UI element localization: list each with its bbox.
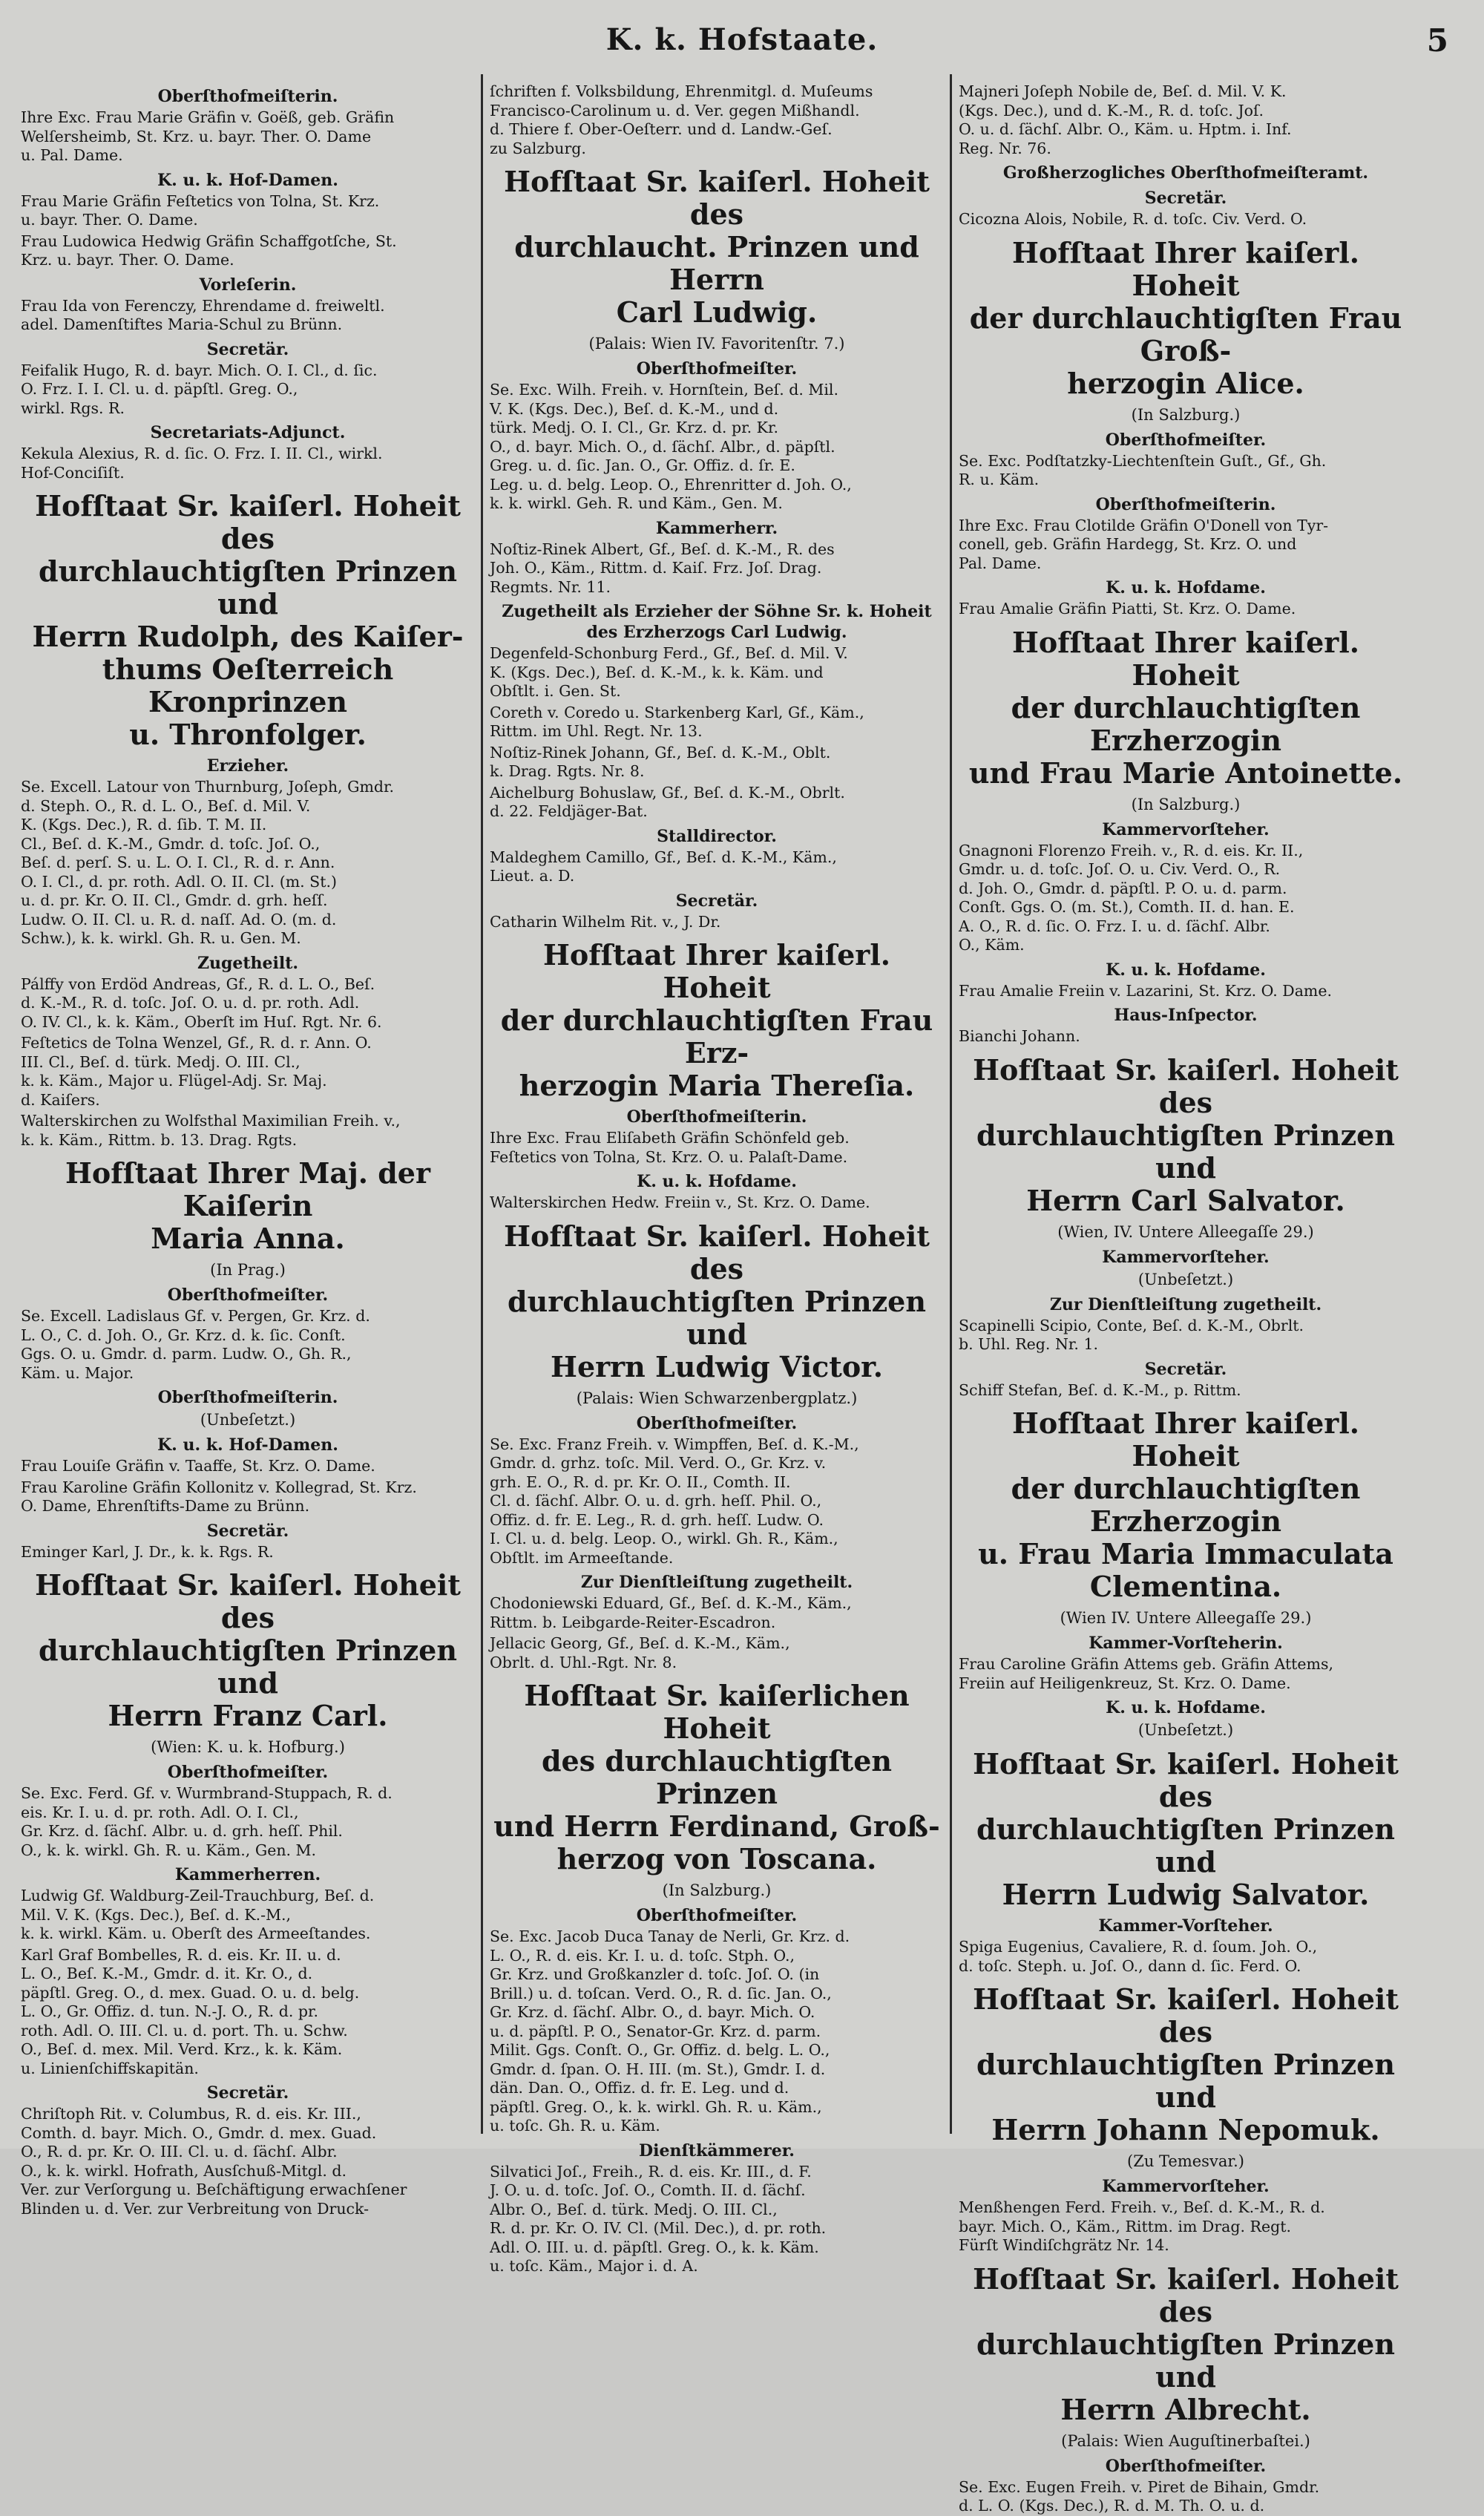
roster-entry: Scapinelli Scipio, Conte, Beſ. d. K.-M., Obrlt. b. Uhl. Reg. Nr. 1. [959,1316,1304,1353]
roster-entry: Se. Exc. Wilh. Freih. v. Hornſtein, Beſ. d. Mil. V. K. (Kgs. Dec.), Beſ. d. K.-M., und d. türk. Medj. O. I. Cl., Gr. Krz. d. pr. Kr. O., d. bayr. Mich. O., d. ſächſ. Albr., d. päpſtl. Greg. u. d. ſic. Jan. O., Gr. Offiz. d. ſr. E. Leg. u. d. belg. Leop. O., Ehrenritter d. Joh. O., k. k. wirkl. Geh. R. und Käm., Gen. M. [490,381,852,512]
roster-entry: Cicozna Alois, Nobile, R. d. toſc. Civ. Verd. O. [959,210,1307,228]
section-title: K. u. k. Hof-Damen. [157,1435,338,1455]
text-column-2 [490,82,944,2275]
roster-entry: Frau Amalie Gräfin Piatti, St. Krz. O. Dame. [959,600,1296,617]
column-divider [481,74,483,2134]
roster-entry: Karl Graf Bombelles, R. d. eis. Kr. II. u. d. L. O., Beſ. K.-M., Gmdr. d. it. Kr. O., d. päpſtl. Greg. O., d. mex. Guad. O. u. d. belg. L. O., Gr. Offiz. d. tun. N.-J. O., R. d. pr. roth. Adl. O. III. Cl. u. d. port. Th. u. Schw. O., Beſ. d. mex. Mil. Verd. Krz., k. k. Käm. u. Linienſchiffskapitän. [21,1945,360,2077]
section-title: K. u. k. Hofdame. [637,1172,797,1191]
household-heading: Hofſtaat Sr. kaiſerlichen Hoheit des durchlauchtigſten Prinzen und Herrn Ferdinand, Groß- herzog von Toscana. [493,1679,940,1875]
roster-entry: Noſtiz-Rinek Albert, Gf., Beſ. d. K.-M., R. des Joh. O., Käm., Rittm. d. Kaiſ. Frz. Joſ. Drag. Regmts. Nr. 11. [490,540,835,596]
roster-entry: Frau Karoline Gräfin Kollonitz v. Kollegrad, St. Krz. O. Dame, Ehrenſtifts-Dame zu Brünn. [21,1478,417,1515]
running-title: K. k. Hofstaate. [605,22,879,57]
roster-entry: Se. Excell. Ladislaus Gf. v. Pergen, Gr. Krz. d. L. O., C. d. Joh. O., Gr. Krz. d. k. ſic. Conſt. Ggs. O. u. Gmdr. d. parm. Ludw. O., Gh. R., Käm. u. Major. [21,1307,370,1382]
location-note: (Wien, IV. Untere Alleegaſſe 29.) [1057,1222,1314,1241]
section-title: Oberſthofmeiſter. [167,1763,329,1782]
roster-entry: Bianchi Johann. [959,1027,1080,1045]
roster-entry: Ihre Exc. Frau Marie Gräfin v. Goëß, geb. Gräfin Welſersheimb, St. Krz. u. bayr. Ther. O. Dame u. Pal. Dame. [21,108,395,164]
roster-entry: Se. Exc. Eugen Freih. v. Piret de Bihain, Gmdr. d. L. O. (Kgs. Dec.), R. d. M. Th. O. u. d. [959,2477,1320,2515]
section-title: Oberſthofmeiſter. [636,359,798,379]
section-title: Oberſthofmeiſter. [1105,430,1267,450]
section-title: Oberſthofmeiſterin. [157,1388,338,1407]
location-note: (Unbeſetzt.) [1137,1721,1234,1739]
roster-entry: Se. Exc. Franz Freih. v. Wimpffen, Beſ. d. K.-M., Gmdr. d. grhz. toſc. Mil. Verd. O., Gr. Krz. v. grh. E. O., R. d. pr. Kr. O. II., Comth. II. Cl. d. ſächſ. Albr. O. u. d. grh. heſſ. Phil. O., Offiz. d. fr. E. Leg., R. d. grh. heſſ. Ludw. O. I. Cl. u. d. belg. Leop. O., wirkl. Gh. R., Käm., Obſtlt. im Armeeſtande. [490,1435,859,1567]
roster-entry: Coreth v. Coredo u. Starkenberg Karl, Gf., Käm., Rittm. im Uhl. Regt. Nr. 13. [490,703,864,740]
roster-entry: Spiga Eugenius, Cavaliere, R. d. ſoum. Joh. O., d. toſc. Steph. u. Joſ. O., dann d. ſic. Ferd. O. [959,1938,1318,1975]
household-heading: Hofſtaat Sr. kaiſerl. Hoheit des durchlauchtigſten Prinzen und Herrn Ludwig Salvator. [973,1747,1399,1911]
location-note: (Palais: Wien Auguſtinerbaſtei.) [1061,2431,1310,2450]
location-note: (Palais: Wien Schwarzenbergplatz.) [576,1389,858,1407]
roster-entry: Kekula Alexius, R. d. ſic. O. Frz. I. II. Cl., wirkl. Hof-Conciſiſt. [21,445,383,482]
location-note: (Zu Temesvar.) [1127,2152,1244,2170]
roster-entry: Catharin Wilhelm Rit. v., J. Dr. [490,912,721,931]
roster-entry: Walterskirchen zu Wolfsthal Maximilian Freih. v., k. k. Käm., Rittm. b. 13. Drag. Rgts. [21,1112,401,1149]
section-title: Secretär. [675,891,758,911]
section-title: Secretär. [206,1521,289,1541]
page-header [0,22,1484,61]
section-title: Zur Dienſtleiſtung zugetheilt. [580,1573,853,1592]
section-title: Kammer-Vorſteher. [1098,1916,1273,1936]
roster-entry: Ludwig Gf. Waldburg-Zeil-Trauchburg, Beſ. d. Mil. V. K. (Kgs. Dec.), Beſ. d. K.-M., k. k. wirkl. Käm. u. Oberſt des Armeeſtandes. [21,1887,375,1942]
section-title: Oberſthofmeiſter. [167,1285,329,1305]
household-heading: Hofſtaat Sr. kaiſerl. Hoheit des durchlauchtigſten Prinzen und Herrn Franz Carl. [35,1568,461,1732]
section-title: Secretär. [1144,189,1227,208]
household-heading: Hofſtaat Ihrer Maj. der Kaiſerin Maria Anna. [65,1156,431,1255]
page-number: 5 [1426,22,1448,59]
roster-entry: Se. Exc. Podſtatzky-Liechtenſtein Guſt., Gf., Gh. R. u. Käm. [959,451,1327,488]
household-heading: Hofſtaat Sr. kaiſerl. Hoheit des durchlauchtigſten Prinzen und Herrn Rudolph, des Kaiſer- thums Oeſterreich Kronprinzen u. Thronfolger. [32,489,464,751]
section-title: Dienſtkämmerer. [639,2140,795,2160]
roster-entry: Degenfeld-Schonburg Ferd., Gf., Beſ. d. Mil. V. K. (Kgs. Dec.), Beſ. d. K.-M., k. k. Käm. und Obſtlt. i. Gen. St. [490,644,848,700]
section-title: K. u. k. Hofdame. [1106,960,1266,980]
roster-entry: Eminger Karl, J. Dr., k. k. Rgs. R. [21,1542,274,1561]
section-title: Kammerherr. [655,518,778,538]
column-divider [950,74,952,2134]
section-title: Erzieher. [206,756,289,776]
section-title: Secretariats-Adjunct. [150,423,346,442]
roster-entry: Se. Exc. Ferd. Gf. v. Wurmbrand-Stuppach, R. d. eis. Kr. I. u. d. pr. roth. Adl. O. I. Cl., Gr. Krz. d. ſächſ. Albr. u. d. grh. heſſ. Phil. O., k. k. wirkl. Gh. R. u. Käm., Gen. M. [21,1784,393,1859]
location-note: (In Salzburg.) [1131,405,1241,424]
roster-entry: ſchriften f. Volksbildung, Ehrenmitgl. d. Muſeums Francisco-Carolinum u. d. Ver. gegen Mißhandl. d. Thiere f. Ober-Oeſterr. und d. Landw.-Geſ. zu Salzburg. [490,82,873,157]
roster-entry: Aichelburg Bohuslaw, Gf., Beſ. d. K.-M., Obrlt. d. 22. Feldjäger-Bat. [490,783,845,820]
section-title: Kammervorſteher. [1102,819,1270,839]
roster-entry: Majneri Joſeph Nobile de, Beſ. d. Mil. V. K. (Kgs. Dec.), und d. K.-M., R. d. toſc. Joſ. O. u. d. ſächſ. Albr. O., Käm. u. Hptm. i. Inf. Reg. Nr. 76. [959,82,1292,157]
roster-entry: Walterskirchen Hedw. Freiin v., St. Krz. O. Dame. [490,1193,870,1211]
roster-entry: Frau Amalie Freiin v. Lazarini, St. Krz. O. Dame. [959,981,1333,1000]
text-column-1 [21,82,475,2218]
roster-entry: Maldeghem Camillo, Gf., Beſ. d. K.-M., Käm., Lieut. a. D. [490,848,837,885]
section-title: K. u. k. Hofdame. [1106,578,1266,597]
section-title: Secretär. [206,339,289,359]
roster-entry: Frau Louiſe Gräfin v. Taaffe, St. Krz. O. Dame. [21,1457,375,1475]
section-title: Großherzogliches Oberſthofmeiſteramt. [1002,163,1369,183]
roster-entry: Schiff Stefan, Beſ. d. K.-M., p. Rittm. [959,1380,1241,1399]
section-title: Kammervorſteher. [1102,1247,1270,1267]
section-title: Oberſthofmeiſterin. [157,87,338,106]
roster-entry: Chriſtoph Rit. v. Columbus, R. d. eis. Kr. III., Comth. d. bayr. Mich. O., Gmdr. d. mex. Guad. O., R. d. pr. Kr. O. III. Cl. u. d. ſächſ. Albr. O., k. k. wirkl. Hofrath, Ausſchuß-Mitgl. d. Ver. zur Verſorgung u. Beſchäftigung erwachſener Blinden u. d. Ver. zur Verbreitung von Druck- [21,2105,407,2218]
location-note: (In Prag.) [210,1261,286,1279]
location-note: (Unbeſetzt.) [200,1411,296,1429]
roster-entry: Se. Excell. Latour von Thurnburg, Joſeph, Gmdr. d. Steph. O., R. d. L. O., Beſ. d. Mil. V. K. (Kgs. Dec.), R. d. ſib. T. M. II. Cl., Beſ. d. K.-M., Gmdr. d. toſc. Joſ. O., Beſ. d. perſ. S. u. L. O. I. Cl., R. d. r. Ann. O. I. Cl., d. pr. roth. Adl. O. II. Cl. (m. St.) u. d. pr. Kr. O. II. Cl., Gmdr. d. grh. heſſ. Ludw. O. II. Cl. u. R. d. naſſ. Ad. O. (m. d. Schw.), k. k. wirkl. Gh. R. u. Gen. M. [21,778,395,947]
location-note: (In Salzburg.) [1131,795,1241,813]
location-note: (Wien IV. Untere Alleegaſſe 29.) [1060,1609,1312,1627]
roster-entry: Frau Ida von Ferenczy, Ehrendame d. freiweltl. adel. Damenſtiftes Maria-Schul zu Brünn. [21,296,385,333]
section-title: Oberſthofmeiſter. [636,1906,798,1925]
section-title: Oberſthofmeiſter. [1105,2456,1267,2476]
roster-entry: Menßhengen Ferd. Freih. v., Beſ. d. K.-M., R. d. bayr. Mich. O., Käm., Rittm. im Drag. Regt. Fürſt Windiſchgrätz Nr. 14. [959,2198,1325,2254]
location-note: (Unbeſetzt.) [1137,1270,1234,1288]
roster-entry: Frau Marie Gräfin Feſtetics von Tolna, St. Krz. u. bayr. Ther. O. Dame. [21,191,380,229]
roster-entry: Ihre Exc. Frau Clotilde Gräfin O'Donell von Tyr- conell, geb. Gräfin Hardegg, St. Krz. O. und Pal. Dame. [959,516,1329,572]
household-heading: Hofſtaat Ihrer kaiſerl. Hoheit der durchlauchtigſten Frau Erz- herzogin Maria Thereſia. [500,938,933,1102]
roster-entry: Frau Caroline Gräfin Attems geb. Gräfin Attems, Freiin auf Heiligenkreuz, St. Krz. O. Dame. [959,1655,1334,1692]
section-title: Vorleſerin. [199,275,297,295]
household-heading: Hofſtaat Ihrer kaiſerl. Hoheit der durchlauchtigſten Erzherzogin und Frau Marie Antoinette. [968,625,1403,790]
roster-entry: Ihre Exc. Frau Eliſabeth Gräfin Schönfeld geb. Feſtetics von Tolna, St. Krz. O. u. Palaſt-Dame. [490,1129,850,1166]
section-title: Kammervorſteher. [1102,2177,1270,2196]
section-title: Stalldirector. [657,826,777,846]
household-heading: Hofſtaat Sr. kaiſerl. Hoheit des durchlauchtigſten Prinzen und Herrn Carl Salvator. [973,1052,1399,1217]
roster-entry: Pálffy von Erdöd Andreas, Gf., R. d. L. O., Beſ. d. K.-M., R. d. toſc. Joſ. O. u. d. pr. roth. Adl. O. IV. Cl., k. k. Käm., Oberſt im Huſ. Rgt. Nr. 6. [21,974,382,1031]
roster-entry: Feſtetics de Tolna Wenzel, Gf., R. d. r. Ann. O. III. Cl., Beſ. d. türk. Medj. O. III. Cl., k. k. Käm., Major u. Flügel-Adj. Sr. Maj. d. Kaiſers. [21,1034,372,1109]
roster-entry: Feifalik Hugo, R. d. bayr. Mich. O. I. Cl., d. ſic. O. Frz. I. I. Cl. u. d. päpſtl. Greg. O., wirkl. Rgs. R. [21,361,378,417]
section-title: Haus-Inſpector. [1114,1006,1258,1025]
section-title: Oberſthofmeiſterin. [626,1107,807,1127]
section-title: Secretär. [1144,1359,1227,1379]
location-note: (In Salzburg.) [662,1881,772,1899]
section-title: Zur Dienſtleiſtung zugetheilt. [1049,1294,1322,1314]
section-title: Zugetheilt als Erzieher der Söhne Sr. k. Hoheit des Erzherzogs Carl Ludwig. [502,602,932,642]
roster-entry: Noſtiz-Rinek Johann, Gf., Beſ. d. K.-M., Oblt. k. Drag. Rgts. Nr. 8. [490,743,831,780]
section-title: K. u. k. Hofdame. [1106,1698,1266,1717]
roster-entry: Jellacic Georg, Gf., Beſ. d. K.-M., Käm., Obrlt. d. Uhl.-Rgt. Nr. 8. [490,1634,790,1671]
roster-entry: Silvatici Joſ., Freih., R. d. eis. Kr. III., d. F. J. O. u. d. toſc. Joſ. O., Comth. II. d. ſächſ. Albr. O., Beſ. d. türk. Medj. O. III. Cl., R. d. pr. Kr. O. IV. Cl. (Mil. Dec.), d. pr. roth. Adl. O. III. u. d. päpſtl. Greg. O., k. k. Käm. u. toſc. Käm., Major i. d. A. [490,2162,827,2275]
household-heading: Hofſtaat Sr. kaiſerl. Hoheit des durchlauchtigſten Prinzen und Herrn Johann Nepomuk. [973,1982,1399,2146]
roster-entry: Frau Ludowica Hedwig Gräfin Schaffgotſche, St. Krz. u. bayr. Ther. O. Dame. [21,232,397,269]
section-title: K. u. k. Hof-Damen. [157,170,338,190]
household-heading: Hofſtaat Sr. kaiſerl. Hoheit des durchlauchtigſten Prinzen und Herrn Albrecht. [973,2261,1399,2426]
household-heading: Hofſtaat Ihrer kaiſerl. Hoheit der durchlauchtigſten Erzherzogin u. Frau Maria Immaculata Clementina. [978,1406,1393,1603]
location-note: (Palais: Wien IV. Favoritenſtr. 7.) [588,335,845,353]
roster-entry: Se. Exc. Jacob Duca Tanay de Nerli, Gr. Krz. d. L. O., R. d. eis. Kr. I. u. d. toſc. Stph. O., Gr. Krz. und Großkanzler d. toſc. Joſ. O. (in Brill.) u. d. toſcan. Verd. O., R. d. ſic. Jan. O., Gr. Krz. d. ſächſ. Albr. O., d. bayr. Mich. O. u. d. päpſtl. P. O., Senator-Gr. Krz. d. parm. Milit. Ggs. Conſt. O., Gr. Offiz. d. belg. L. O., Gmdr. d. ſpan. O. H. III. (m. St.), Gmdr. I. d. dän. Dan. O., Offiz. d. fr. E. Leg. und d. päpſtl. Greg. O., k. k. wirkl. Gh. R. u. Käm., u. toſc. Gh. R. u. Käm. [490,1927,850,2135]
section-title: Zugetheilt. [197,953,299,973]
household-heading: Hofſtaat Ihrer kaiſerl. Hoheit der durchlauchtigſten Frau Groß- herzogin Alice. [969,235,1402,400]
section-title: Kammer-Vorſteherin. [1089,1634,1283,1653]
household-heading: Hofſtaat Sr. kaiſerl. Hoheit des durchlauchtigſten Prinzen und Herrn Ludwig Victor. [504,1219,930,1383]
roster-entry: Chodoniewski Eduard, Gf., Beſ. d. K.-M., Käm., Rittm. b. Leibgarde-Reiter-Escadron. [490,1594,852,1631]
location-note: (Wien: K. u. k. Hofburg.) [151,1738,345,1756]
roster-entry: Gnagnoni Florenzo Freih. v., R. d. eis. Kr. II., Gmdr. u. d. toſc. Joſ. O. u. Civ. Verd. O., R. d. Joh. O., Gmdr. d. päpſtl. P. O. u. d. parm. Conſt. Ggs. O. (m. St.), Comth. II. d. han. E. A. O., R. d. ſic. O. Frz. I. u. d. ſächſ. Albr. O., Käm. [959,841,1304,954]
section-title: Kammerherren. [174,1865,321,1884]
section-title: Oberſthofmeiſter. [636,1413,798,1433]
text-column-3 [959,82,1413,2515]
section-title: Oberſthofmeiſterin. [1095,494,1276,514]
household-heading: Hofſtaat Sr. kaiſerl. Hoheit des durchlaucht. Prinzen und Herrn Carl Ludwig. [504,165,930,329]
section-title: Secretär. [206,2083,289,2103]
